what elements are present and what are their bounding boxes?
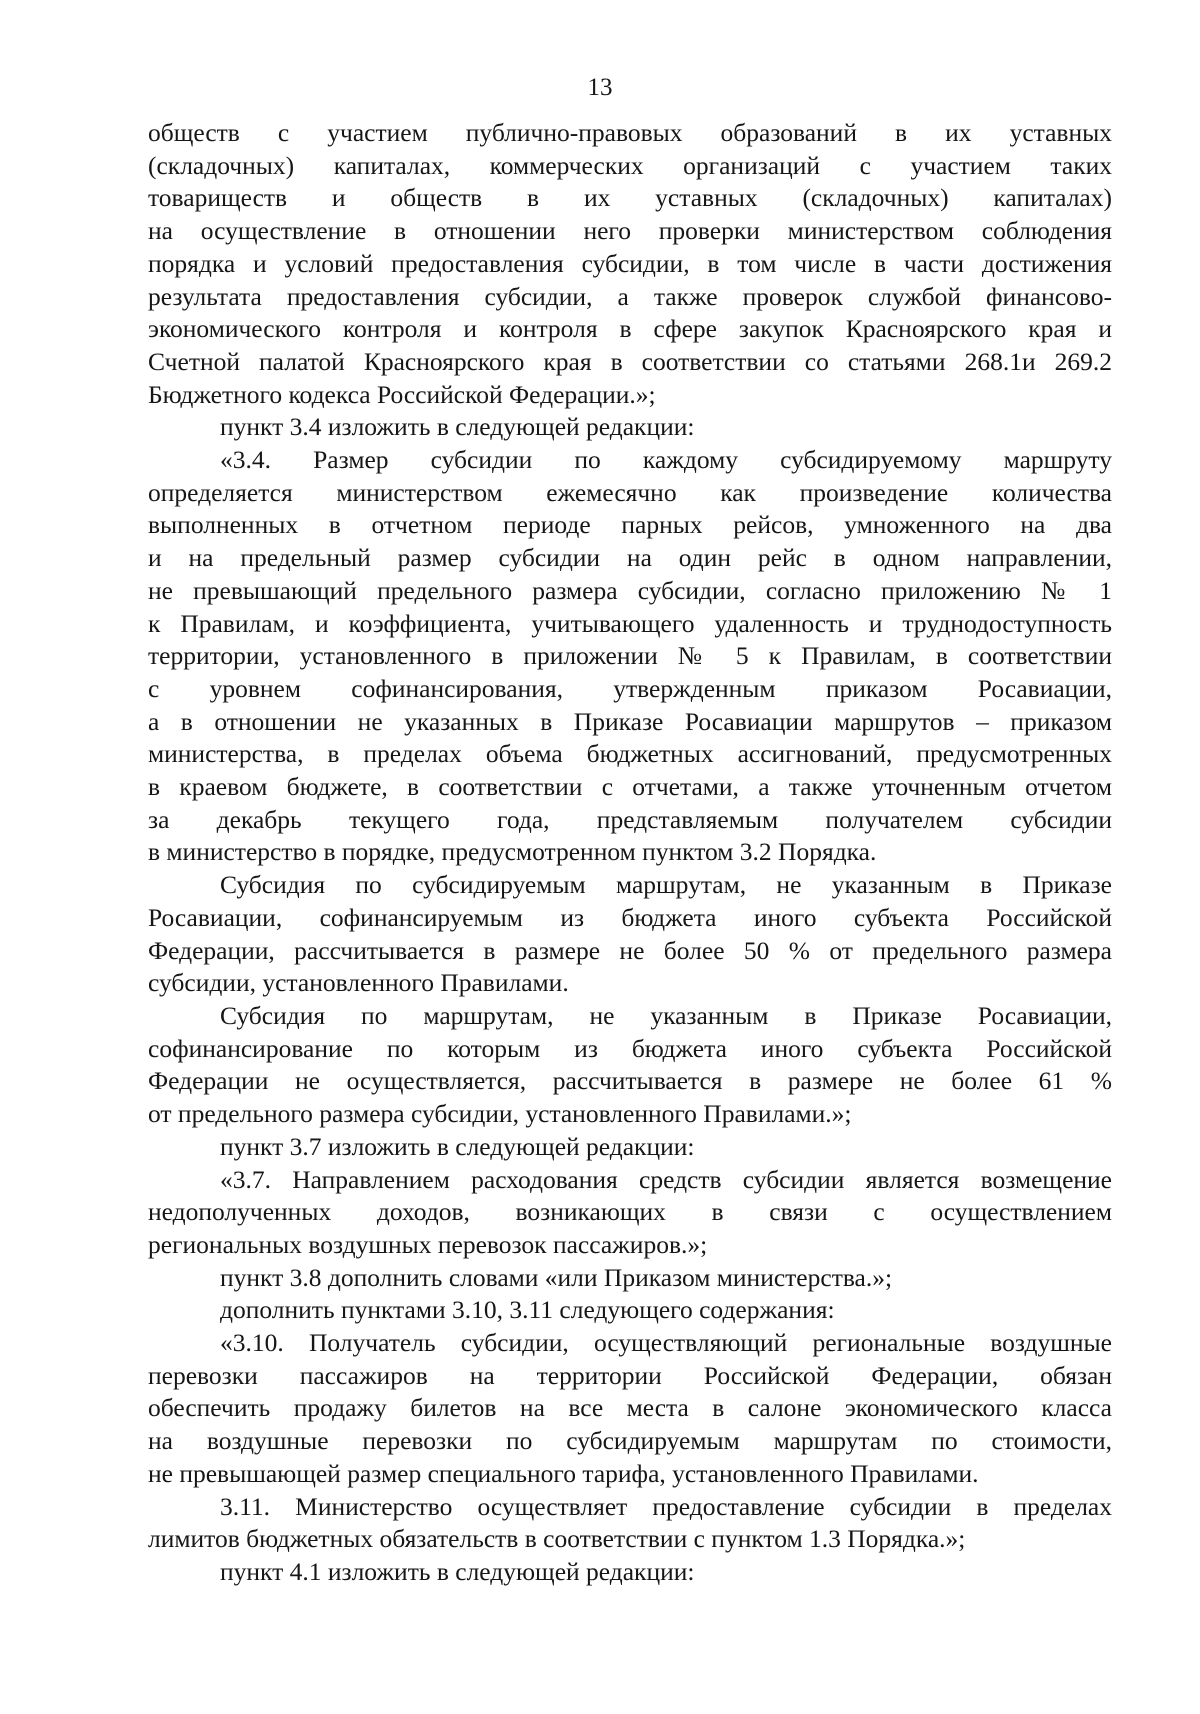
text-line: порядка и условий предоставления субсидии, в том числе в части достижения — [148, 248, 1112, 278]
text-line: в министерство в порядке, предусмотренном пунктом 3.2 Порядка. — [148, 837, 877, 867]
text-line: пункт 3.4 изложить в следующей редакции: — [220, 412, 695, 442]
paragraph — [148, 1131, 1112, 1164]
text-line: Федерации, рассчитывается в размере не более 50 % от предельного размера — [148, 935, 1112, 965]
text-line: с уровнем софинансирования, утвержденным приказом Росавиации, — [148, 673, 1112, 703]
text-line: Росавиации, софинансируемым из бюджета иного субъекта Российской — [148, 902, 1112, 932]
paragraph — [148, 444, 1112, 869]
text-line: на воздушные перевозки по субсидируемым маршрутам по стоимости, — [148, 1426, 1112, 1456]
text-line: за декабрь текущего года, представляемым получателем субсидии — [148, 804, 1112, 834]
paragraph — [148, 1491, 1112, 1556]
text-line: перевозки пассажиров на территории Российской Федерации, обязан — [148, 1360, 1112, 1390]
text-line: обществ с участием публично-правовых образований в их уставных — [148, 118, 1112, 147]
text-line: субсидии, установленного Правилами. — [148, 968, 569, 998]
text-line: пункт 3.8 дополнить словами «или Приказом министерства.»; — [220, 1262, 893, 1292]
text-line: «3.7. Направлением расходования средств субсидии является возмещение — [220, 1164, 1112, 1194]
document-body — [148, 117, 1112, 1589]
text-line: Федерации не осуществляется, рассчитывается в размере не более 61 % — [148, 1066, 1112, 1096]
paragraph — [148, 411, 1112, 444]
paragraph — [148, 1262, 1112, 1295]
text-line: от предельного размера субсидии, установленного Правилами.»; — [148, 1099, 852, 1129]
paragraph — [148, 1294, 1112, 1327]
text-line: не превышающей размер специального тарифа, установленного Правилами. — [148, 1458, 979, 1488]
text-line: и на предельный размер субсидии на один рейс в одном направлении, — [148, 543, 1112, 573]
page-number: 13 — [587, 74, 613, 101]
text-line: территории, установленного в приложении № 5 к Правилам, в соответствии — [148, 641, 1112, 671]
paragraph — [148, 1327, 1112, 1491]
text-line: пункт 3.7 изложить в следующей редакции: — [220, 1131, 695, 1161]
paragraph — [148, 1164, 1112, 1262]
text-line: экономического контроля и контроля в сфере закупок Красноярского края и — [148, 314, 1112, 344]
text-line: определяется министерством ежемесячно как произведение количества — [148, 477, 1112, 507]
paragraph — [148, 1000, 1112, 1131]
text-line: товариществ и обществ в их уставных (складочных) капиталах) — [148, 183, 1112, 213]
text-line: Бюджетного кодекса Российской Федерации.»; — [148, 379, 656, 409]
text-line: (складочных) капиталах, коммерческих организаций с участием таких — [148, 150, 1112, 180]
text-line: выполненных в отчетном периоде парных рейсов, умноженного на два — [148, 510, 1112, 540]
text-line: «3.10. Получатель субсидии, осуществляющий региональные воздушные — [220, 1328, 1112, 1358]
text-line: «3.4. Размер субсидии по каждому субсидируемому маршруту — [220, 445, 1112, 475]
text-line: министерства, в пределах объема бюджетных ассигнований, предусмотренных — [148, 739, 1112, 769]
text-line: результата предоставления субсидии, а также проверок службой финансово- — [148, 281, 1112, 311]
text-line: в краевом бюджете, в соответствии с отчетами, а также уточненным отчетом — [148, 772, 1112, 802]
text-line: обеспечить продажу билетов на все места в салоне экономического класса — [148, 1393, 1112, 1423]
text-line: лимитов бюджетных обязательств в соответствии с пунктом 1.3 Порядка.»; — [148, 1524, 966, 1554]
paragraph — [148, 1556, 1112, 1589]
text-line: Субсидия по маршрутам, не указанным в Приказе Росавиации, — [220, 1000, 1112, 1030]
text-line: не превышающий предельного размера субсидии, согласно приложению № 1 — [148, 575, 1112, 605]
text-line: Субсидия по субсидируемым маршрутам, не указанным в Приказе — [220, 870, 1112, 900]
paragraph — [148, 117, 1112, 411]
text-line: 3.11. Министерство осуществляет предоставление субсидии в пределах — [220, 1491, 1112, 1521]
text-line: к Правилам, и коэффициента, учитывающего удаленность и труднодоступность — [148, 608, 1112, 638]
text-line: недополученных доходов, возникающих в связи с осуществлением — [148, 1197, 1112, 1227]
paragraph — [148, 869, 1112, 1000]
text-line: пункт 4.1 изложить в следующей редакции: — [220, 1556, 695, 1586]
text-line: на осуществление в отношении него проверки министерством соблюдения — [148, 216, 1112, 246]
text-line: Счетной палатой Красноярского края в соответствии со статьями 268.1и 269.2 — [148, 346, 1112, 376]
text-line: софинансирование по которым из бюджета иного субъекта Российской — [148, 1033, 1112, 1063]
text-line: а в отношении не указанных в Приказе Росавиации маршрутов – приказом — [148, 706, 1112, 736]
text-line: региональных воздушных перевозок пассажиров.»; — [148, 1229, 708, 1259]
text-line: дополнить пунктами 3.10, 3.11 следующего содержания: — [220, 1295, 835, 1325]
